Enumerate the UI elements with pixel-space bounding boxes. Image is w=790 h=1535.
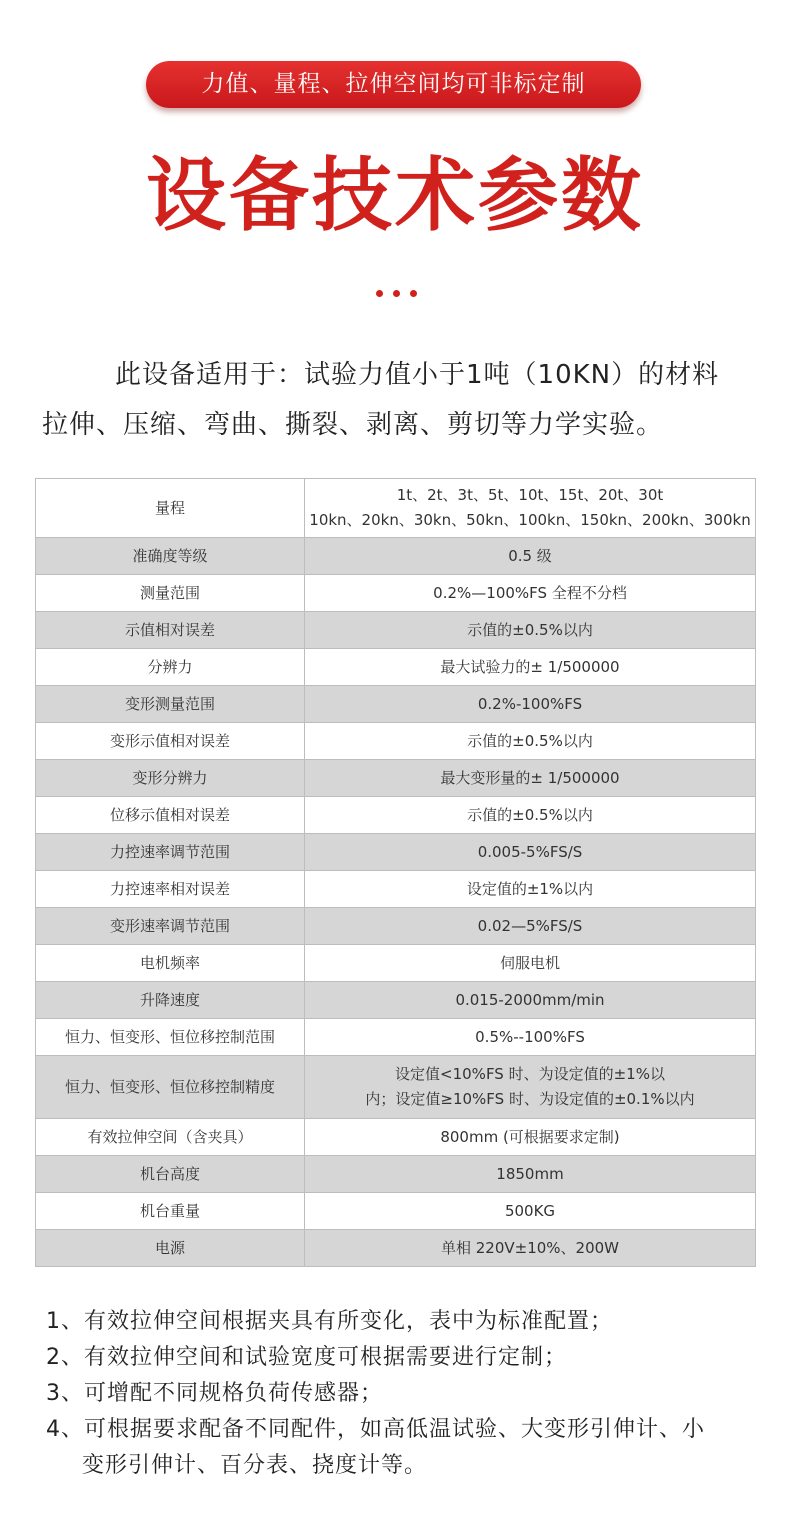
row-label: 机台重量 [36,1193,305,1230]
row-value: 0.2%-100%FS [305,686,756,723]
row-label: 分辨力 [36,649,305,686]
row-value: 最大变形量的± 1/500000 [305,760,756,797]
row-value: 0.5 级 [305,538,756,575]
table-row [36,612,756,649]
row-label: 升降速度 [36,982,305,1019]
row-value: 0.02—5%FS/S [305,908,756,945]
intro-line-1: 此设备适用于：试验力值小于1吨（10KN）的材料 [115,360,720,390]
table-row [36,479,756,538]
note-item-4-continued: 变形引伸计、百分表、挠度计等。 [82,1453,428,1478]
table-row [36,871,756,908]
table-row [36,1019,756,1056]
dot-2 [393,290,400,297]
table-row [36,1193,756,1230]
row-value-line-2: 10kn、20kn、30kn、50kn、100kn、150kn、200kn、300kn [309,511,751,529]
row-label: 变形速率调节范围 [36,908,305,945]
customization-banner [146,61,641,108]
row-label: 测量范围 [36,575,305,612]
notes-list [46,1304,746,1484]
row-label: 量程 [36,479,305,538]
note-item-4: 4、可根据要求配备不同配件，如高低温试验、大变形引伸计、小 [46,1417,705,1442]
row-label: 电机频率 [36,945,305,982]
row-label: 变形示值相对误差 [36,723,305,760]
row-value: 最大试验力的± 1/500000 [305,649,756,686]
row-value: 伺服电机 [305,945,756,982]
row-value: 500KG [305,1193,756,1230]
row-value: 示值的±0.5%以内 [305,797,756,834]
row-value: 设定值的±1%以内 [305,871,756,908]
row-label: 机台高度 [36,1156,305,1193]
row-label: 示值相对误差 [36,612,305,649]
table-row [36,760,756,797]
note-item-3: 3、可增配不同规格负荷传感器； [46,1381,383,1406]
note-item-2: 2、有效拉伸空间和试验宽度可根据需要进行定制； [46,1345,567,1370]
table-row [36,945,756,982]
table-row [36,908,756,945]
row-value: 单相 220V±10%、200W [305,1230,756,1267]
row-value: 800mm (可根据要求定制) [305,1119,756,1156]
intro-paragraph [42,350,764,450]
row-value: 0.005-5%FS/S [305,834,756,871]
row-label: 恒力、恒变形、恒位移控制范围 [36,1019,305,1056]
row-value: 示值的±0.5%以内 [305,612,756,649]
banner-text: 力值、量程、拉伸空间均可非标定制 [201,71,586,97]
table-row [36,797,756,834]
row-value-line-1: 1t、2t、3t、5t、10t、15t、20t、30t [396,486,664,504]
table-row [36,649,756,686]
row-label: 力控速率相对误差 [36,871,305,908]
table-row [36,982,756,1019]
table-row [36,538,756,575]
table-row [36,575,756,612]
note-item-1: 1、有效拉伸空间根据夹具有所变化，表中为标准配置； [46,1309,613,1334]
row-value-line-2: 内；设定值≥10%FS 时、为设定值的±0.1%以内 [365,1090,695,1108]
row-value: 0.5%--100%FS [305,1019,756,1056]
row-label: 有效拉伸空间（含夹具） [36,1119,305,1156]
table-row [36,1056,756,1119]
table-row [36,723,756,760]
decorative-dots [376,290,418,298]
table-row [36,1119,756,1156]
row-value [305,479,756,538]
table-row [36,1230,756,1267]
row-value: 0.2%—100%FS 全程不分档 [305,575,756,612]
row-label: 变形分辨力 [36,760,305,797]
row-label: 电源 [36,1230,305,1267]
row-value: 0.015-2000mm/min [305,982,756,1019]
intro-line-2: 拉伸、压缩、弯曲、撕裂、剥离、剪切等力学实验。 [42,410,664,440]
table-row [36,1156,756,1193]
row-label: 位移示值相对误差 [36,797,305,834]
dot-3 [410,290,417,297]
page-title: 设备技术参数 [146,149,644,242]
table-row [36,834,756,871]
row-value: 1850mm [305,1156,756,1193]
row-label: 准确度等级 [36,538,305,575]
row-label: 力控速率调节范围 [36,834,305,871]
row-label: 恒力、恒变形、恒位移控制精度 [36,1056,305,1119]
row-value [305,1056,756,1119]
dot-1 [376,290,383,297]
spec-table [35,478,756,1267]
table-row [36,686,756,723]
row-value-line-1: 设定值<10%FS 时、为设定值的±1%以 [395,1065,665,1083]
row-label: 变形测量范围 [36,686,305,723]
row-value: 示值的±0.5%以内 [305,723,756,760]
